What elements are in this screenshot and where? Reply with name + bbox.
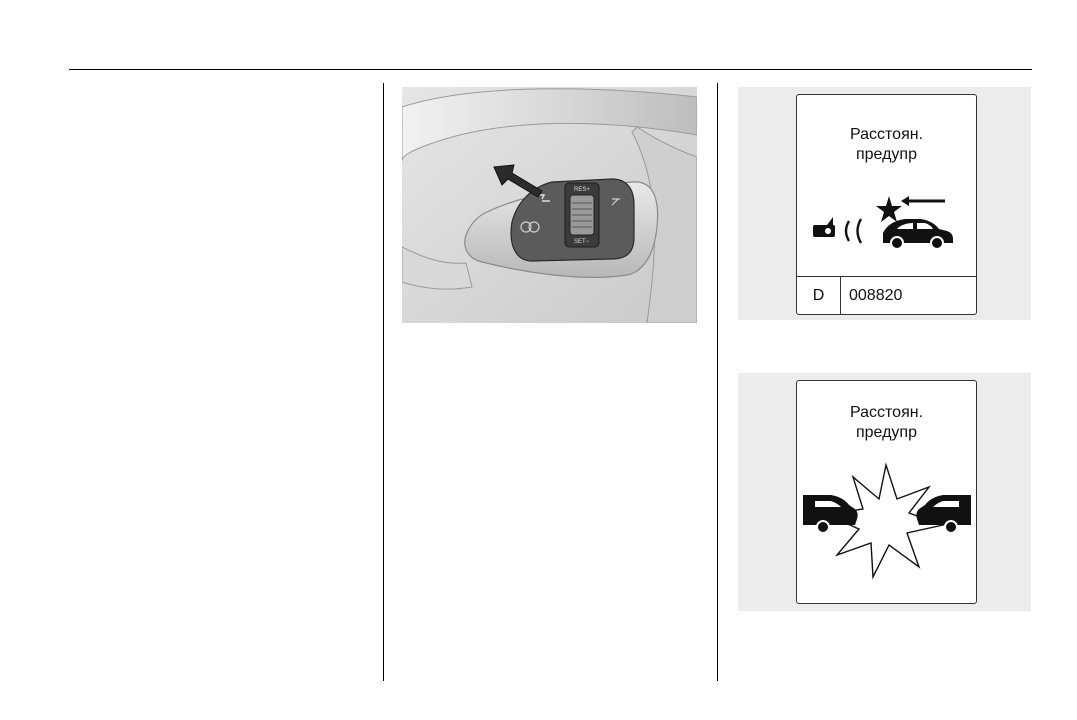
star-icon	[876, 196, 902, 222]
header-rule	[69, 69, 1032, 70]
steering-wheel-figure	[402, 87, 697, 323]
display-footer	[797, 276, 976, 314]
display-title-line1: Расстоян.	[849, 404, 924, 421]
display-distance-warning-figure	[738, 87, 1031, 320]
display-title-line2: предупр	[855, 146, 917, 163]
display-panel-upper	[796, 94, 977, 315]
car-rear-icon	[813, 217, 835, 237]
svg-text:SET−: SET−	[574, 239, 590, 245]
display-title-line2: предупр	[855, 424, 917, 441]
column-divider-right	[717, 83, 718, 681]
display-panel-lower	[796, 380, 977, 604]
distance-warning-graphic	[797, 183, 976, 263]
car-icon	[883, 219, 953, 249]
collision-alert-graphic	[797, 443, 976, 603]
display-title-line1: Расстоян.	[849, 126, 924, 143]
column-divider-left	[383, 83, 384, 681]
footer-letter: D	[797, 277, 841, 314]
footer-code: 008820	[849, 286, 903, 304]
steering-wheel-controls	[402, 87, 697, 323]
svg-text:RES+: RES+	[574, 187, 590, 193]
display-collision-alert-figure	[738, 373, 1031, 611]
car-icon	[803, 495, 858, 533]
